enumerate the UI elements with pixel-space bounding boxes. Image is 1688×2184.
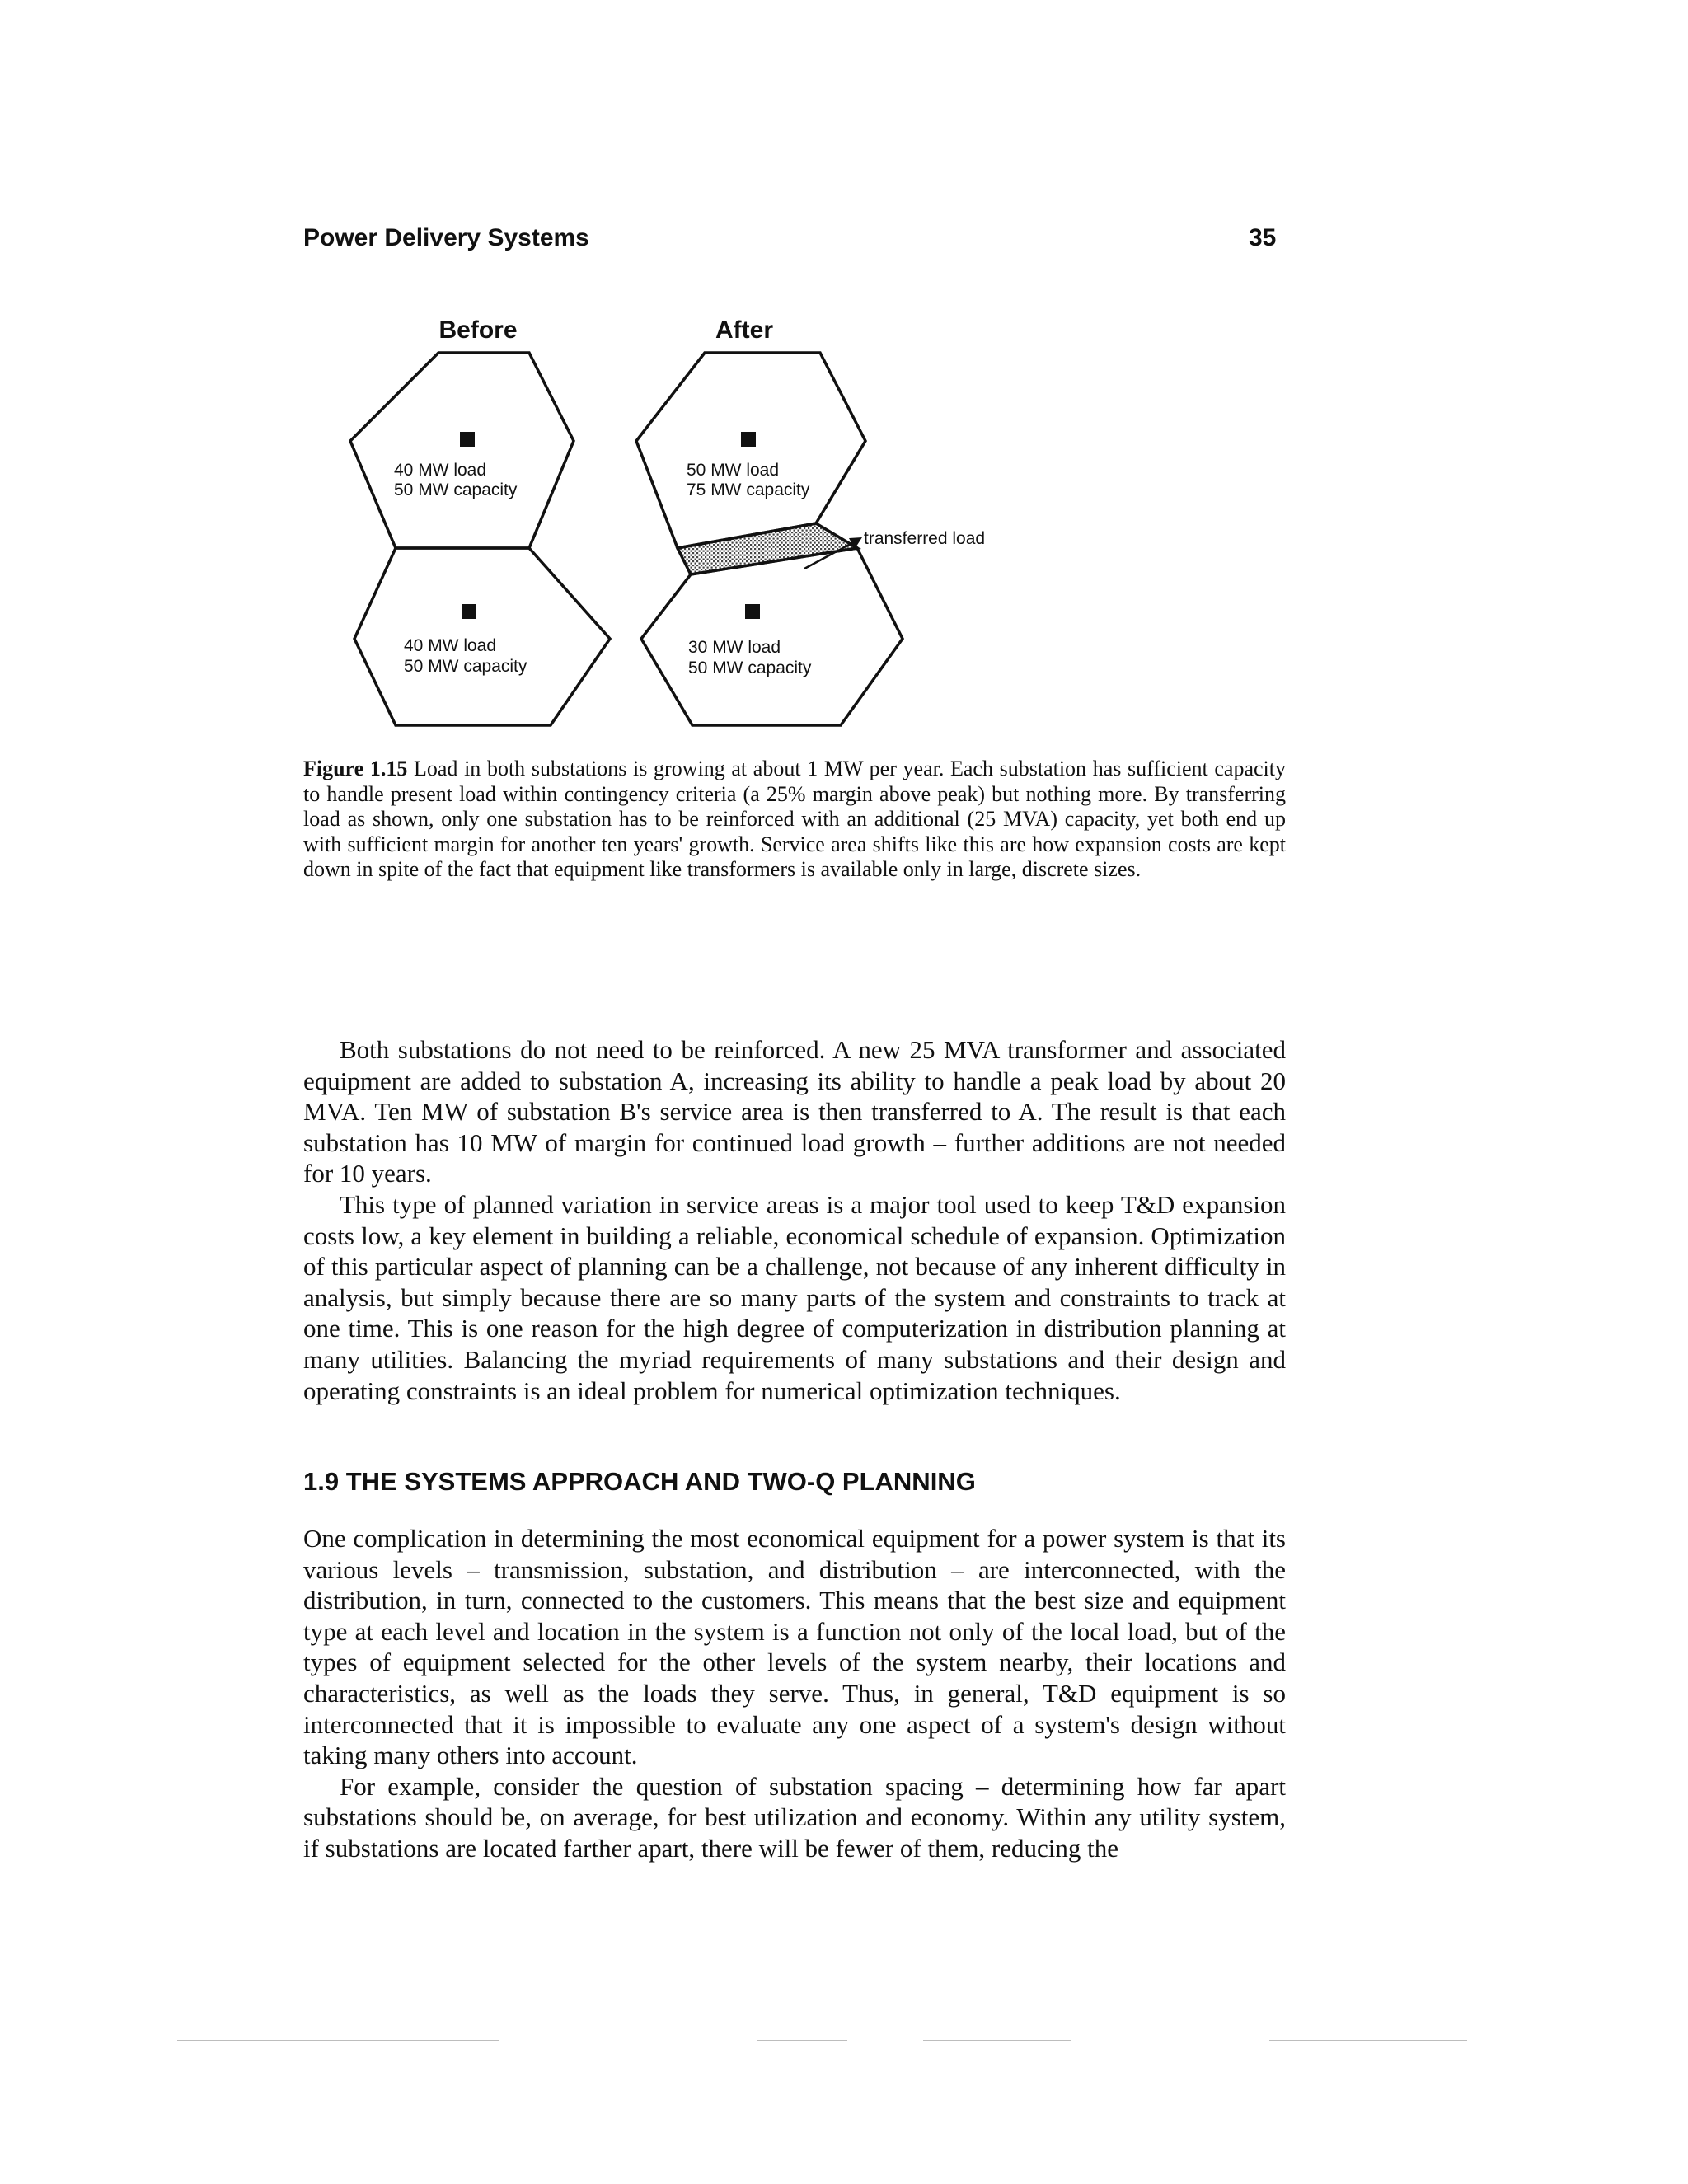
before-heading: Before bbox=[438, 316, 518, 344]
figure-diagram bbox=[0, 0, 1688, 742]
paragraph: Both substations do not need to be reinforced. A new 25 MVA transformer and associated equipment are added to substation A, increasing its ability to handle a peak load by about 20 MVA. Ten MW of substation B's service area is then transferred to A. The result is that each substation has 10 MW of margin for continued load growth – further additions are not needed for 10 years. bbox=[303, 1035, 1286, 1188]
substation-marker bbox=[741, 432, 756, 447]
page-number: 35 bbox=[1249, 224, 1277, 251]
figure-label: Figure 1.15 bbox=[303, 757, 408, 780]
substation-marker bbox=[745, 604, 760, 619]
after-bottom-service-area bbox=[641, 548, 903, 725]
after-bottom-capacity-label: 50 MW capacity bbox=[688, 658, 812, 677]
before-bottom-capacity-label: 50 MW capacity bbox=[404, 657, 528, 676]
before-top-service-area bbox=[350, 353, 574, 548]
figure-caption-text: Load in both substations is growing at about 1 MW per year. Each substation has sufficient capacity to handle present load within contingency criteria (a 25% margin above peak) but nothing more. By transferring load as shown, only one substation has to be reinforced with an additional (25 MVA) capacity, yet both end up with sufficient margin for another ten years' growth. Service area shifts like this are how expansion costs are kept down in spite of the fact that equipment like transformers is available only in large, discrete sizes. bbox=[303, 757, 1287, 881]
transferred-load-label: transferred load bbox=[864, 529, 986, 548]
after-top-service-area bbox=[636, 353, 865, 548]
substation-marker bbox=[462, 604, 476, 619]
substation-marker bbox=[460, 432, 475, 447]
scan-artifact bbox=[757, 2040, 847, 2041]
running-header-title: Power Delivery Systems bbox=[303, 224, 589, 251]
after-bottom-load-label: 30 MW load bbox=[688, 638, 781, 657]
figure-caption bbox=[303, 757, 1286, 883]
scan-artifact bbox=[177, 2040, 499, 2041]
body-text-block-1 bbox=[303, 1034, 1286, 1406]
before-top-capacity-label: 50 MW capacity bbox=[394, 480, 518, 499]
after-heading: After bbox=[715, 316, 774, 344]
scan-artifact bbox=[923, 2040, 1071, 2041]
before-bottom-load-label: 40 MW load bbox=[404, 636, 497, 655]
section-heading: 1.9 THE SYSTEMS APPROACH AND TWO-Q PLANNING bbox=[303, 1467, 976, 1496]
scan-artifact bbox=[1269, 2040, 1467, 2041]
paragraph: For example, consider the question of substation spacing – determining how far apart substations should be, on average, for best utilization and economy. Within any utility system, if substations are located farther apart, there will be fewer of them, reducing the bbox=[303, 1771, 1286, 1863]
after-top-capacity-label: 75 MW capacity bbox=[687, 480, 810, 499]
after-top-load-label: 50 MW load bbox=[687, 461, 780, 480]
body-text-block-2 bbox=[303, 1523, 1286, 1864]
before-top-load-label: 40 MW load bbox=[394, 461, 487, 480]
paragraph: This type of planned variation in service areas is a major tool used to keep T&D expansion costs low, a key element in building a reliable, economical schedule of expansion. Optimization of this particular aspect of planning can be a challenge, not because of any inherent difficulty in analysis, but simply because there are so many parts of the system and constraints to track at one time. This is one reason for the high degree of computerization in distribution planning at many utilities. Balancing the myriad requirements of many substations and their design and operating constraints is an ideal problem for numerical optimization techniques. bbox=[303, 1189, 1286, 1405]
paragraph: One complication in determining the most economical equipment for a power system is that its various levels – transmission, substation, and distribution – are interconnected, with the distribution, in turn, connected to the customers. This means that the best size and equipment type at each level and location in the system is a function not only of the local load, but of the types of equipment selected for the other levels of the system nearby, their locations and characteristics, as well as the loads they serve. Thus, in general, T&D equipment is so interconnected that it is impossible to evaluate any one aspect of a system's design without taking many others into account. bbox=[303, 1524, 1286, 1770]
